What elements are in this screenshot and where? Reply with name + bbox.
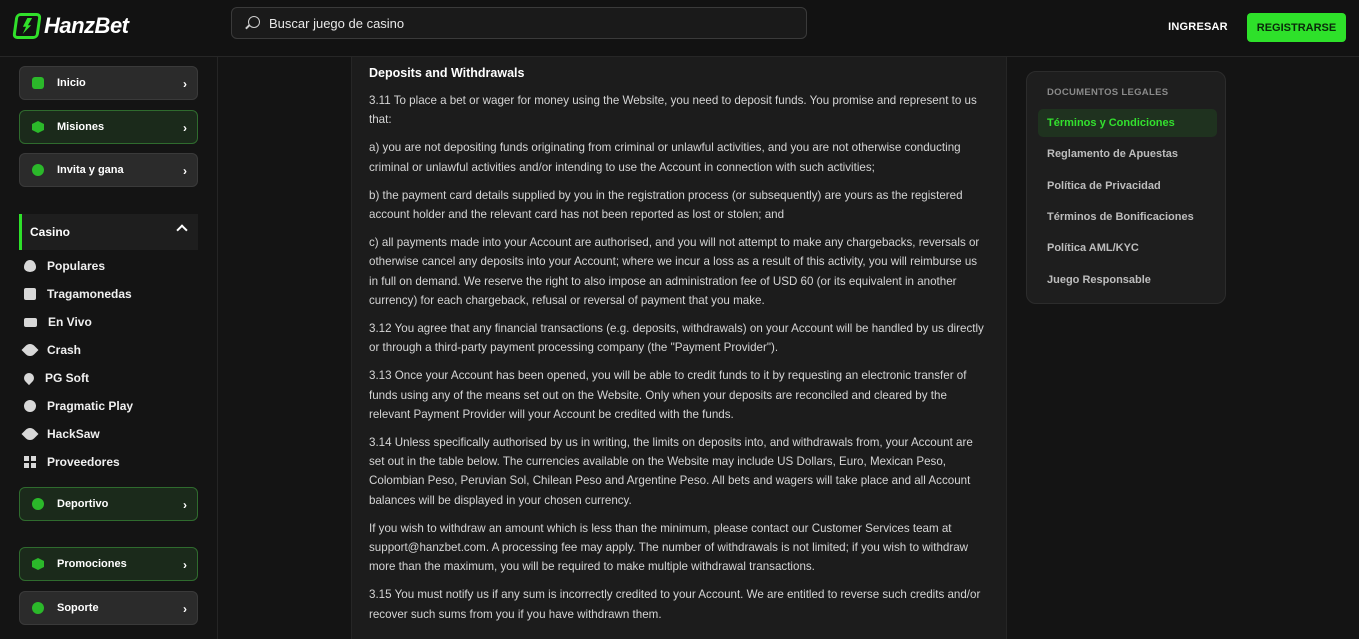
sidebar-item-invita[interactable] — [19, 153, 198, 187]
terms-paragraph: c) all payments made into your Account are authorised, and you will not attempt to make any chargebacks, reversals or otherwise cancel any deposits into your Account; where we incur a loss as a result of this activity, you will reimburse us in full on demand. We reserve the right to also impose an administration fee of USD 60 (or its equivalent in another currency) for each chargeback, refusal or reversal of payment that you make. — [369, 236, 980, 307]
casino-section-label: Casino — [30, 225, 71, 239]
saw-icon — [22, 426, 39, 443]
sidebar-item-label: Soporte — [57, 602, 99, 614]
chat-icon — [32, 602, 44, 614]
sidebar-item-label: Deportivo — [57, 498, 109, 510]
register-button[interactable]: REGISTRARSE — [1247, 13, 1346, 42]
terms-paragraph: If you wish to withdraw an amount which is less than the minimum, please contact our Customer Services team at support@hanzbet.com. A processing fee may apply. The number of withdrawals is not limited; if you wish to withdraw more than the maximum, you will be required to make multiple withdrawal transactions. — [369, 521, 969, 574]
login-button[interactable]: INGRESAR — [1168, 21, 1228, 33]
heart-icon — [22, 371, 36, 385]
sidebar-item-label: Invita y gana — [57, 164, 124, 176]
sidebar-item-label: Populares — [47, 259, 106, 273]
gift-icon — [32, 558, 44, 570]
sidebar-item-label: HackSaw — [47, 427, 100, 441]
camera-icon — [24, 318, 37, 327]
chevron-right-icon: › — [183, 77, 187, 91]
search-input[interactable] — [269, 8, 799, 38]
terms-paragraph: 3.13 Once your Account has been opened, you will be able to credit funds to it by requesting an electronic transfer of funds using any of the means set out on the Website. Only when your deposits are reconciled and cleared by the relevant Payment Provider will your Account be credited with the funds. — [369, 369, 967, 421]
grid-icon — [24, 456, 36, 468]
terms-paragraph: 3.11 To place a bet or wager for money using the Website, you need to deposit funds. You promise and represent to us that: — [369, 94, 977, 127]
sidebar-item-en-vivo[interactable] — [24, 312, 92, 332]
legal-documents-title: DOCUMENTOS LEGALES — [1047, 87, 1169, 98]
sidebar-item-label: Tragamonedas — [47, 287, 132, 301]
casino-section-toggle[interactable] — [19, 214, 198, 250]
terms-paragraph: 3.15 You must notify us if any sum is incorrectly credited to your Account. We are entitled to reverse such credits and/or recover such sums from you if you have withdrawn them. — [369, 588, 981, 621]
sidebar — [0, 57, 218, 639]
sidebar-item-soporte[interactable] — [19, 591, 198, 625]
sidebar-item-label: Misiones — [57, 121, 105, 133]
chevron-right-icon: › — [183, 164, 187, 178]
terms-paragraph: 3.14 Unless specifically authorised by us in writing, the limits on deposits into, and withdrawals from, your Account are set out in the table below. The currencies available on the Website may include US Dollars, Euro, Mexican Peso, Colombian Peso, Peruvian Sol, Chilean Peso and Argentine Peso. All bets and wagers will take place and all Account balances will be displayed in your chosen currency. — [369, 436, 973, 507]
search-box[interactable] — [231, 7, 807, 39]
terms-paragraph: 3.12 You agree that any financial transactions (e.g. deposits, withdrawals) on your Account will be handled by us directly or through a third-party payment processing company (the "Payment Provider"). — [369, 322, 984, 355]
chevron-right-icon: › — [183, 498, 187, 512]
sidebar-item-label: Proveedores — [47, 455, 120, 469]
sidebar-item-crash[interactable] — [24, 340, 81, 360]
sidebar-item-populares[interactable] — [24, 256, 105, 276]
legal-documents-panel — [1026, 71, 1226, 304]
legal-link-terminos[interactable]: Términos y Condiciones — [1038, 109, 1217, 137]
legal-link-juego-responsable[interactable]: Juego Responsable — [1047, 274, 1151, 286]
chevron-right-icon: › — [183, 121, 187, 135]
terms-paragraph: b) the payment card details supplied by you in the registration process (or subsequently) are yours as the registered account holder and the relevant card has not been reported as lost or stolen; and — [369, 188, 963, 222]
sidebar-item-label: En Vivo — [48, 315, 92, 329]
star-icon — [24, 400, 36, 412]
sidebar-item-label: Promociones — [57, 558, 127, 570]
terms-paragraph: a) you are not depositing funds originating from criminal or unlawful activities, and you are not otherwise conducting criminal or unlawful activities and/or intending to use the Account in connection with such activities; — [369, 141, 961, 174]
fire-icon — [24, 260, 36, 272]
ball-icon — [32, 498, 44, 510]
sidebar-item-misiones[interactable] — [19, 110, 198, 144]
user-plus-icon — [32, 164, 44, 176]
sidebar-item-label: Pragmatic Play — [47, 399, 134, 413]
chevron-up-icon — [176, 224, 187, 235]
search-icon — [248, 16, 260, 28]
logo[interactable] — [14, 13, 129, 39]
shield-icon — [32, 121, 44, 133]
chevron-right-icon: › — [183, 558, 187, 572]
sidebar-item-proveedores[interactable] — [24, 452, 120, 472]
sidebar-item-label: Crash — [47, 343, 82, 357]
slot-icon — [24, 288, 36, 300]
sidebar-item-label: PG Soft — [45, 371, 89, 385]
legal-link-aml-kyc[interactable]: Política AML/KYC — [1047, 242, 1139, 254]
sidebar-item-deportivo[interactable] — [19, 487, 198, 521]
sidebar-item-tragamonedas[interactable] — [24, 284, 132, 304]
legal-link-bonificaciones[interactable]: Términos de Bonificaciones — [1047, 211, 1194, 223]
legal-link-privacidad[interactable]: Política de Privacidad — [1047, 180, 1161, 192]
rocket-icon — [22, 342, 39, 359]
logo-text: HanzBet — [44, 13, 129, 38]
sidebar-item-pg-soft[interactable] — [24, 368, 89, 388]
section-heading: Deposits and Withdrawals — [369, 66, 525, 80]
sidebar-item-pragmatic-play[interactable] — [24, 396, 133, 416]
home-icon — [32, 77, 44, 89]
sidebar-item-promociones[interactable] — [19, 547, 198, 581]
terms-content — [351, 57, 1007, 639]
sidebar-item-inicio[interactable] — [19, 66, 198, 100]
legal-link-reglamento[interactable]: Reglamento de Apuestas — [1047, 148, 1179, 160]
sidebar-item-label: Inicio — [57, 77, 86, 89]
logo-bolt-icon — [12, 13, 42, 39]
top-bar — [0, 0, 1359, 57]
chevron-right-icon: › — [183, 602, 187, 616]
sidebar-item-hacksaw[interactable] — [24, 424, 100, 444]
